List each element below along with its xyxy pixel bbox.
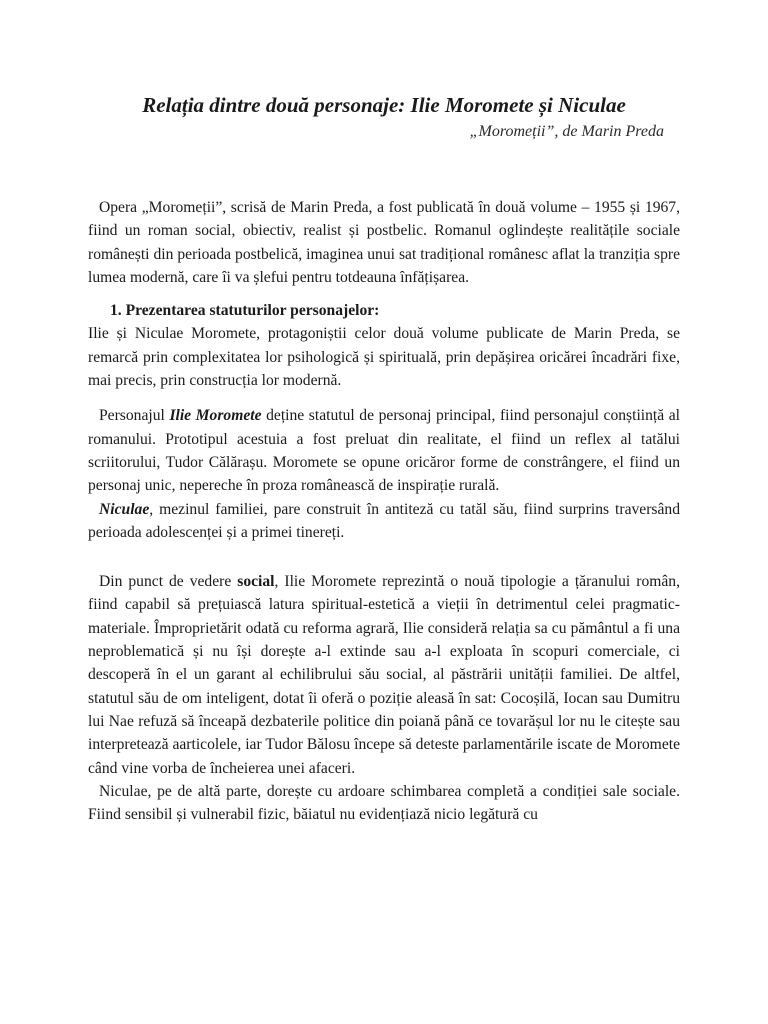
paragraph-rest: deține statutul de personaj principal, fiind personajul conștiință al romanului. Prototipul acestuia a fost preluat din realitate, el fiind un reflex al tatălui scriitorului, Tudor Călărașu. Moromete se opune oricăror forme de constrângere, el fiind un personaj unic, nepereche în proza românească de inspirație rurală. [88,407,681,495]
intro-paragraph: Opera „Moromeții”, scrisă de Marin Preda, a fost publicată în două volume – 1955 și 1967, fiind un roman social, obiectiv, realist și postbelic. Romanul oglindește realitățile sociale românești din perioada postbelică, imaginea unui sat tradițional românesc aflat la tranziția spre lumea modernă, care îi va șlefui pentru totdeauna înfățișarea. [88,199,680,286]
character-name-ilie: Ilie Moromete [169,407,262,425]
paragraph-ilie [88,404,680,497]
keyword-social: social [237,573,275,591]
character-name-niculae: Niculae [99,500,150,518]
paragraph-rest: , mezinul familiei, pare construit în antiteză cu tatăl său, fiind surprins traversând perioada adolescenței și a primei tinereți. [88,500,680,541]
document-body [88,196,680,826]
paragraph-statuses: Ilie și Niculae Moromete, protagoniștii celor două volume publicate de Marin Preda, se remarcă prin complexitatea lor psihologică și spirituală, prin depășirea oricărei încadrări fixe, mai precis, prin construcția lor modernă. [88,325,680,390]
paragraph-niculae [88,498,680,545]
section-heading: 1. Prezentarea statuturilor personajelor: [110,302,380,320]
paragraph-niculae-social: Niculae, pe de altă parte, dorește cu ardoare schimbarea completă a condiției sale sociale. Fiind sensibil și vulnerabil fizic, băiatul nu evidențiază nicio legătură cu [88,782,680,824]
paragraph-lead: Personajul [99,407,170,425]
document-subtitle: „Moromeții”, de Marin Preda [469,123,664,140]
paragraph-social [88,570,680,780]
document-title: Relația dintre două personaje: Ilie Moromete și Niculae [142,93,626,117]
paragraph-rest: , Ilie Moromete reprezintă o nouă tipologie a țăranului român, fiind capabil să prețuiască latura spiritual-estetică a vieții în detrimentul celei pragmatic-materiale. Împroprietărit odată cu reforma agrară, Ilie consideră relația sa cu pământul a fi una neproblematică și nu își dorește a-l extinde sau a-l exploata în scopuri comerciale, ci descoperă în el un garant al echilibrului său social, al păstrării unității familiei. De altfel, statutul său de om inteligent, dotat îi oferă o poziție aleasă în sat: Cocoșilă, Iocan sau Dumitru lui Nae refuză să înceapă dezbaterile politice din poiană până ce tovarășul lor nu le citește sau interpretează aarticolele, iar Tudor Bălosu începe să deteste parlamentările iscate de Moromete când vine vorba de încheierea unei afaceri. [88,573,680,777]
paragraph-lead: Din punct de vedere [99,573,238,591]
